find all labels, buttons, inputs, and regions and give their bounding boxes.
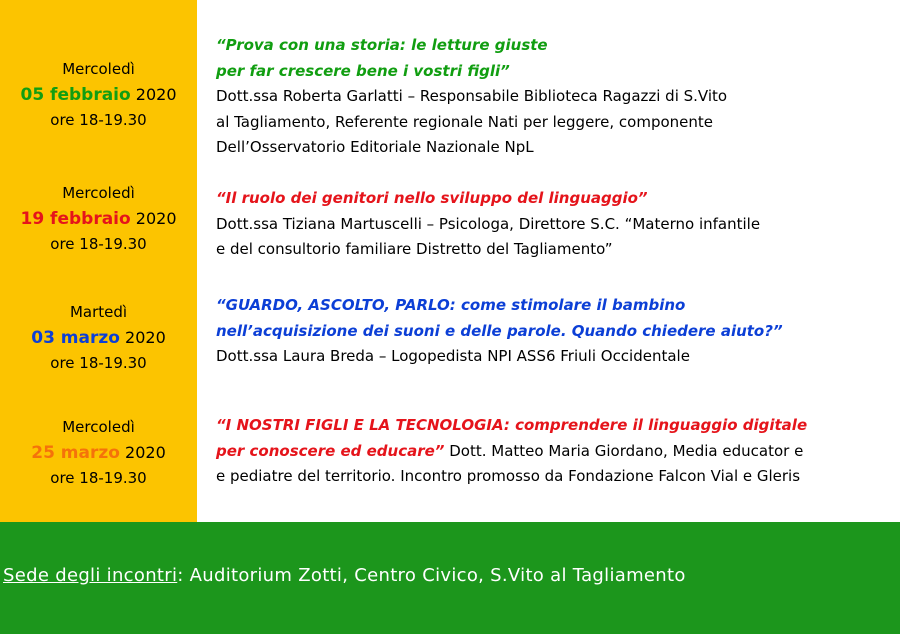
event-details-4: [216, 413, 896, 490]
event-time: ore 18-19.30: [50, 469, 147, 487]
event-date-1: [0, 57, 197, 133]
event-details-1: [216, 33, 896, 161]
event-date-3: [0, 300, 197, 376]
event-title: “I NOSTRI FIGLI E LA TECNOLOGIA: comprendere il linguaggio digitale: [216, 416, 808, 434]
event-weekday: Mercoledì: [62, 60, 135, 78]
event-date-2: [0, 181, 197, 257]
venue-text: [3, 565, 686, 586]
event-weekday: Mercoledì: [62, 418, 135, 436]
event-year: 2020: [135, 209, 177, 228]
event-speaker: Dott.ssa Laura Breda – Logopedista NPI ASS6 Friuli Occidentale: [216, 347, 690, 365]
event-title: “Prova con una storia: le letture giuste: [216, 36, 548, 54]
event-speaker: Dott.ssa Tiziana Martuscelli – Psicologa, Direttore S.C. “Materno infantile: [216, 214, 761, 233]
event-year: 2020: [125, 443, 166, 462]
event-speaker: e del consultorio familiare Distretto del Tagliamento”: [216, 240, 613, 258]
event-weekday: Martedì: [69, 303, 128, 321]
event-day: 05 febbraio: [20, 85, 131, 105]
event-date-4: [0, 415, 197, 491]
venue-value: Auditorium Zotti, Centro Civico, S.Vito al Tagliamento: [183, 565, 686, 586]
event-title: “Il ruolo dei genitori nello sviluppo del linguaggio”: [216, 189, 648, 207]
event-day: 03 marzo: [31, 328, 120, 348]
event-title: per far crescere bene i vostri figli”: [216, 61, 510, 80]
venue-separator: :: [177, 565, 184, 586]
event-speaker: al Tagliamento, Referente regionale Nati per leggere, componente: [216, 112, 713, 131]
event-time: ore 18-19.30: [50, 111, 147, 129]
event-speaker: e pediatre del territorio. Incontro promosso da Fondazione Falcon Vial e Gleris: [216, 467, 801, 485]
event-details-3: [216, 293, 896, 370]
event-speaker: Dott.ssa Roberta Garlatti – Responsabile Biblioteca Ragazzi di S.Vito: [216, 87, 728, 105]
venue-label: Sede degli incontri: [3, 565, 178, 586]
event-title: per conoscere ed educare”: [216, 441, 445, 460]
event-speaker: Dell’Osservatorio Editoriale Nazionale NpL: [216, 138, 534, 156]
event-title: “GUARDO, ASCOLTO, PARLO: come stimolare il bambino: [216, 296, 686, 314]
event-year: 2020: [125, 328, 166, 347]
event-title: nell’acquisizione dei suoni e delle parole. Quando chiedere aiuto?”: [216, 321, 783, 340]
event-year: 2020: [135, 85, 177, 104]
event-day: 25 marzo: [31, 443, 120, 463]
event-speaker: Dott. Matteo Maria Giordano, Media educator e: [444, 441, 804, 460]
event-details-2: [216, 186, 896, 263]
event-weekday: Mercoledì: [62, 184, 135, 202]
event-day: 19 febbraio: [20, 209, 131, 229]
event-time: ore 18-19.30: [50, 354, 147, 372]
event-time: ore 18-19.30: [50, 235, 147, 253]
